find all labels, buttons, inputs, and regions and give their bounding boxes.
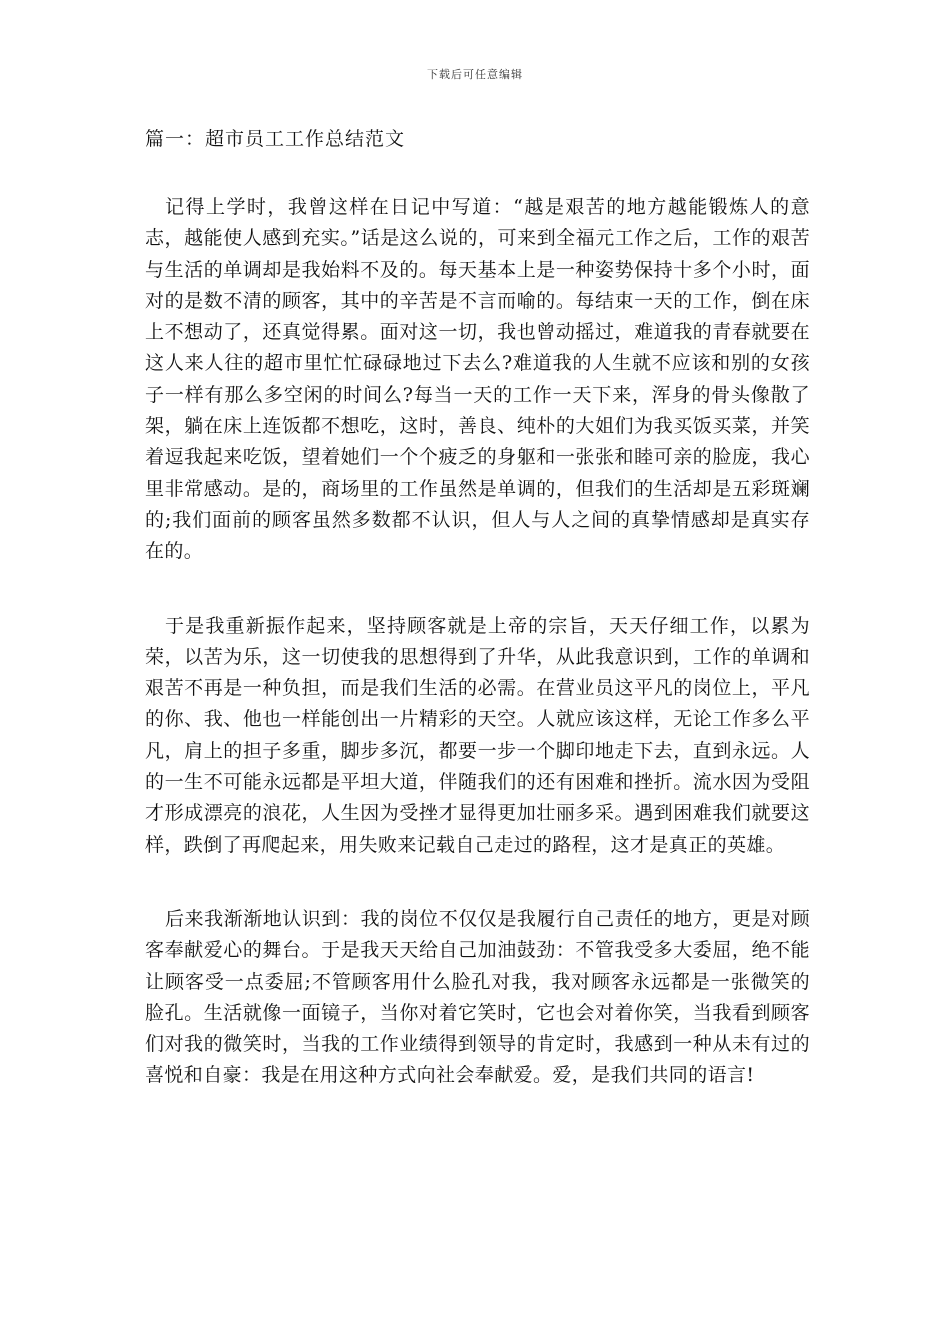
document-title: 篇一：超市员工工作总结范文 bbox=[145, 128, 406, 150]
header-note: 下载后可任意编辑 bbox=[427, 68, 523, 81]
paragraph-3: 后来我渐渐地认识到：我的岗位不仅仅是我履行自己责任的地方，更是对顾客奉献爱心的舞台。于是我天天给自己加油鼓劲：不管我受多大委屈，绝不能让顾客受一点委屈;不管顾客用什么脸孔对我，我对顾客永远都是一张微笑的脸孔。生活就像一面镜子，当你对着它笑时，它也会对着你笑，当我看到顾客们对我的微笑时，当我的工作业绩得到领导的肯定时，我感到一种从未有过的喜悦和自豪：我是在用这种方式向社会奉献爱。爱，是我们共同的语言! bbox=[145, 907, 810, 1087]
paragraph-2: 于是我重新振作起来，坚持顾客就是上帝的宗旨，天天仔细工作，以累为荣，以苦为乐，这一切使我的思想得到了升华，从此我意识到，工作的单调和艰苦不再是一种负担，而是我们生活的必需。在营业员这平凡的岗位上，平凡的你、我、他也一样能创出一片精彩的天空。人就应该这样，无论工作多么平凡，肩上的担子多重，脚步多沉，都要一步一个脚印地走下去，直到永远。人的一生不可能永远都是平坦大道，伴随我们的还有困难和挫折。流水因为受阻才形成漂亮的浪花，人生因为受挫才显得更加壮丽多采。遇到困难我们就要这样，跌倒了再爬起来，用失败来记载自己走过的路程，这才是真正的英雄。 bbox=[145, 614, 810, 856]
paragraph-1: 记得上学时，我曾这样在日记中写道：“越是艰苦的地方越能锻炼人的意志，越能使人感到充实。”话是这么说的，可来到全福元工作之后，工作的艰苦与生活的单调却是我始料不及的。每天基本上是一种姿势保持十多个小时，面对的是数不清的顾客，其中的辛苦是不言而喻的。每结束一天的工作，倒在床上不想动了，还真觉得累。面对这一切，我也曾动摇过，难道我的青春就要在这人来人往的超市里忙忙碌碌地过下去么?难道我的人生就不应该和别的女孩子一样有那么多空闲的时间么?每当一天的工作一天下来，浑身的骨头像散了架，躺在床上连饭都不想吃，这时，善良、纯朴的大姐们为我买饭买菜，并笑着逗我起来吃饭，望着她们一个个疲乏的身躯和一张张和睦可亲的脸庞，我心里非常感动。是的，商场里的工作虽然是单调的，但我们的生活却是五彩斑斓的;我们面前的顾客虽然多数都不认识，但人与人之间的真挚情感却是真实存在的。 bbox=[145, 196, 810, 563]
document-body bbox=[145, 192, 810, 1135]
